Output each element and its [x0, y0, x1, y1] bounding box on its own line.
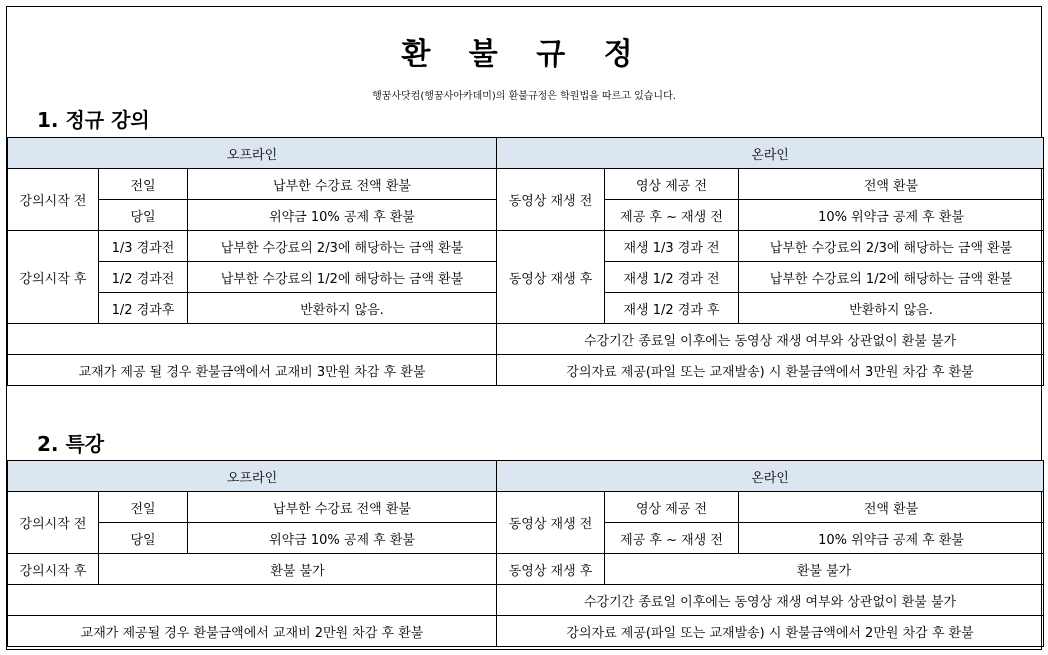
online-rule: 10% 위약금 공제 후 환불 [739, 523, 1044, 554]
section-heading-special: 2. 특강 [37, 432, 105, 456]
online-rule: 전액 환불 [739, 492, 1044, 523]
page-title: 환 불 규 정 [401, 37, 647, 72]
offline-when: 당일 [99, 523, 188, 554]
offline-before-label: 강의시작 전 [8, 492, 99, 554]
online-expiry-note: 수강기간 종료일 이후에는 동영상 재생 여부와 상관없이 환불 불가 [497, 324, 1044, 355]
offline-when: 당일 [99, 200, 188, 231]
online-when: 영상 제공 전 [605, 169, 739, 200]
table-row [8, 492, 1044, 523]
online-after-label: 동영상 재생 후 [497, 554, 605, 585]
empty-cell [8, 585, 497, 616]
table-row [8, 355, 1044, 386]
online-when: 재생 1/3 경과 전 [605, 231, 739, 262]
table-row [8, 169, 1044, 200]
offline-textbook-note: 교재가 제공될 경우 환불금액에서 교재비 2만원 차감 후 환불 [8, 616, 497, 647]
offline-rule: 위약금 10% 공제 후 환불 [188, 200, 497, 231]
offline-when: 전일 [99, 169, 188, 200]
offline-rule: 납부한 수강료 전액 환불 [188, 169, 497, 200]
offline-before-label: 강의시작 전 [8, 169, 99, 231]
section-heading-regular: 1. 정규 강의 [37, 108, 150, 132]
online-rule: 납부한 수강료의 1/2에 해당하는 금액 환불 [739, 262, 1044, 293]
online-before-label: 동영상 재생 전 [497, 492, 605, 554]
table-header-row [8, 461, 1044, 492]
online-rule: 10% 위약금 공제 후 환불 [739, 200, 1044, 231]
offline-when: 1/2 경과전 [99, 262, 188, 293]
offline-header: 오프라인 [8, 138, 497, 169]
online-before-label: 동영상 재생 전 [497, 169, 605, 231]
offline-rule: 납부한 수강료의 2/3에 해당하는 금액 환불 [188, 231, 497, 262]
online-rule: 반환하지 않음. [739, 293, 1044, 324]
offline-textbook-note: 교재가 제공 될 경우 환불금액에서 교재비 3만원 차감 후 환불 [8, 355, 497, 386]
online-after-label: 동영상 재생 후 [497, 231, 605, 324]
offline-header: 오프라인 [8, 461, 497, 492]
table-row [8, 585, 1044, 616]
table-row [8, 616, 1044, 647]
table-header-row [8, 138, 1044, 169]
online-when: 재생 1/2 경과 후 [605, 293, 739, 324]
online-when: 제공 후 ~ 재생 전 [605, 523, 739, 554]
online-material-note: 강의자료 제공(파일 또는 교재발송) 시 환불금액에서 2만원 차감 후 환불 [497, 616, 1044, 647]
online-when: 영상 제공 전 [605, 492, 739, 523]
special-course-table [7, 460, 1044, 647]
online-header: 온라인 [497, 461, 1044, 492]
table-row [8, 231, 1044, 262]
online-rule: 전액 환불 [739, 169, 1044, 200]
regular-course-table [7, 137, 1044, 386]
refund-policy-frame [6, 6, 1042, 650]
offline-when: 1/2 경과후 [99, 293, 188, 324]
offline-after-label: 강의시작 후 [8, 554, 99, 585]
offline-when: 1/3 경과전 [99, 231, 188, 262]
offline-rule: 반환하지 않음. [188, 293, 497, 324]
online-when: 제공 후 ~ 재생 전 [605, 200, 739, 231]
offline-rule: 납부한 수강료 전액 환불 [188, 492, 497, 523]
online-when: 재생 1/2 경과 전 [605, 262, 739, 293]
online-rule: 납부한 수강료의 2/3에 해당하는 금액 환불 [739, 231, 1044, 262]
offline-rule: 위약금 10% 공제 후 환불 [188, 523, 497, 554]
table-row [8, 324, 1044, 355]
offline-rule: 납부한 수강료의 1/2에 해당하는 금액 환불 [188, 262, 497, 293]
offline-after-label: 강의시작 후 [8, 231, 99, 324]
page-subtitle: 행꿈사닷컴(행꿈사아카데미)의 환불규정은 학원법을 따르고 있습니다. [372, 91, 676, 102]
table-row [8, 554, 1044, 585]
online-material-note: 강의자료 제공(파일 또는 교재발송) 시 환불금액에서 3만원 차감 후 환불 [497, 355, 1044, 386]
online-after-rule: 환불 불가 [605, 554, 1044, 585]
offline-when: 전일 [99, 492, 188, 523]
online-expiry-note: 수강기간 종료일 이후에는 동영상 재생 여부와 상관없이 환불 불가 [497, 585, 1044, 616]
empty-cell [8, 324, 497, 355]
offline-after-rule: 환불 불가 [99, 554, 497, 585]
online-header: 온라인 [497, 138, 1044, 169]
